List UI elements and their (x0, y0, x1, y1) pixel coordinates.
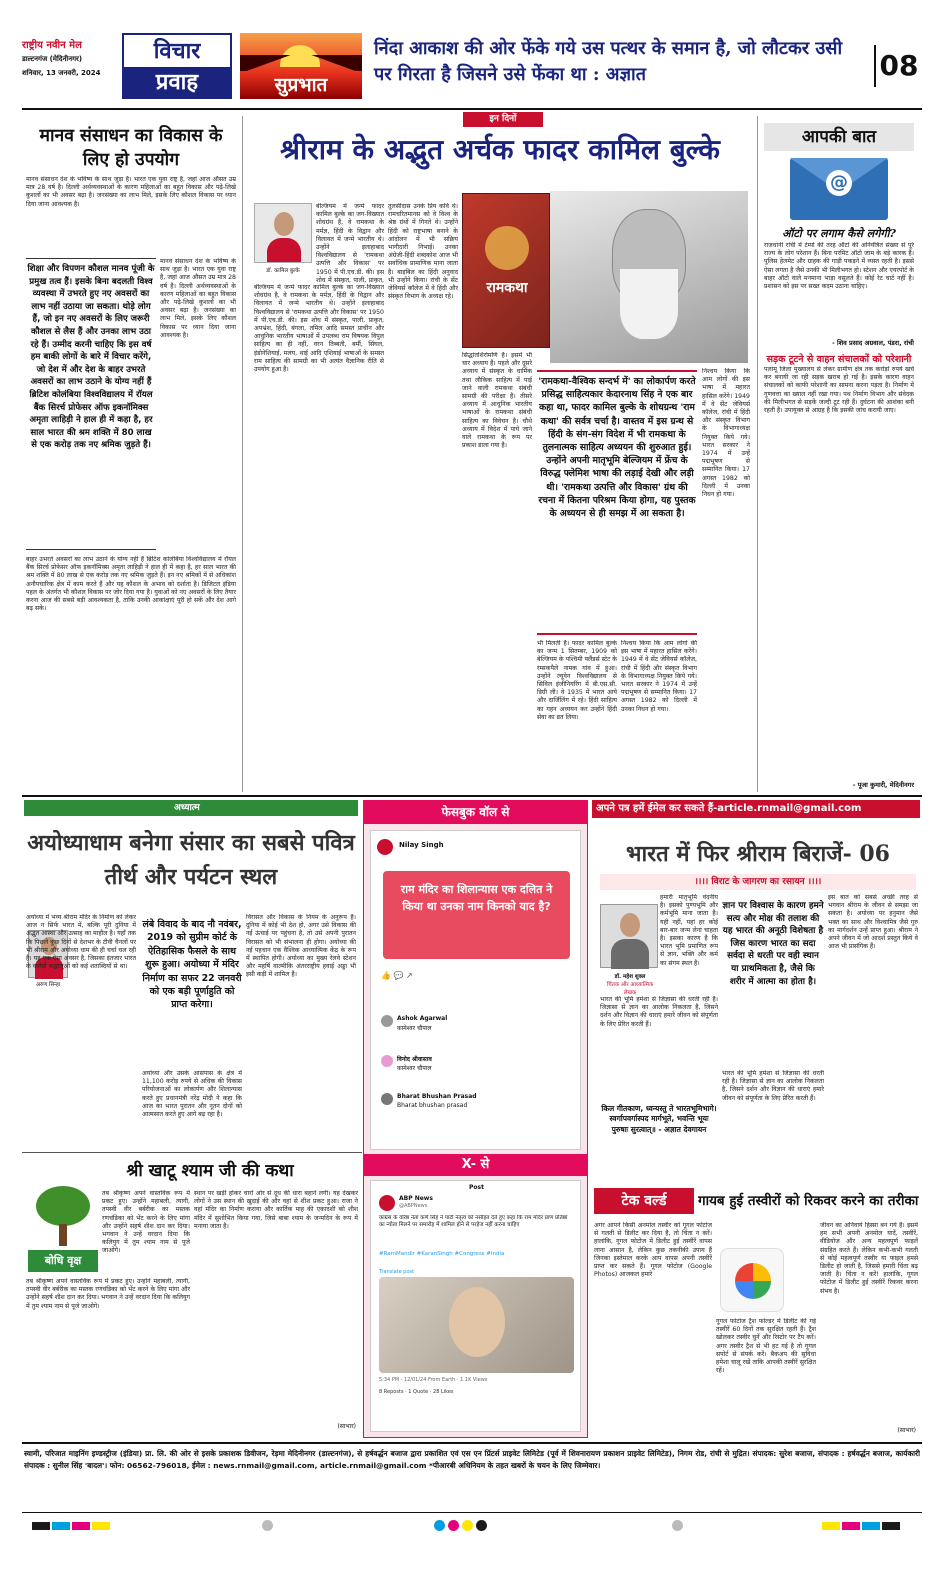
portrait-beard-icon (620, 269, 678, 339)
feature-col4: भी मिलती है। फादर कामिल बुल्के का जन्म 1 सितम्बर, 1909 को बेल्जियम के पश्चिमी फ्लैंडर्स स्टेट के रम्सकपैले नामक गांव में हुआ। उन्होंने ल्यूवेन विश्वविद्यालय से सिविल इंजीनियरिंग में बी.एस.सी. डिग्री ली। वे 1935 में भारत आये और दार्जिलिंग में रहे। हिंदी साहित्य का गहन अध्ययन कर उन्होंने हिंदी सेवा का व्रत लिया। (537, 640, 617, 721)
poster-name: Nilay Singh (399, 841, 444, 849)
letter1-body: राजधानी रांची में टेम्पो की तरह ऑटो की अनियंत्रित संख्या से पूरे राज्य के लोग परेशान हैं। बिना परमिट ऑटो जाम के बड़े कारक हैं। पुलिस हेलमेट और ग्राहक की गाड़ी पकड़ने में व्यस्त रहती है। इससे ऐसा लगता है जैसे उनकी भी मिलीभगत हो। स्टेशन और एयरपोर्ट के बाहर ऑटो वाले मनमाना भाड़ा वसूलते हैं। कोई रेट चार्ट नहीं है। प्रशासन को इस पर सख्त कदम उठाना चाहिए। (764, 242, 914, 291)
bharat-col1: हमारी मातृभूमि वंदनीय है। इसको पुण्यभूमि और कर्मभूमि माना जाता है। यही नहीं, यहां हर कोई बार-बार जन्म लेना चाहता है। इसका कारण है कि भारत भूमि प्रमाणित रूप से ज्ञान, भक्ति और कर्म का संगम स्थल है। (660, 894, 718, 967)
abp-logo-icon (379, 1195, 395, 1211)
bharat-col3: इस बात को सबसे अच्छी तरह से भगवान श्रीराम के जीवन से समझा जा सकता है। अयोध्या पर हनुमान जैसे भक्त का साथ और विश्वामित्र जैसे गुरु का मार्गदर्शन उन्हें प्राप्त हुआ। श्रीराम ने अपने जीवन में जो आदर्श प्रस्तुत किये वे आज भी प्रासंगिक हैं। (828, 894, 918, 951)
feature-tag: इन दिनों (463, 112, 543, 127)
x-post-label: Post (469, 1184, 484, 1191)
bharat-subtitle: ।।।। विराट के जागरण का रसायन ।।।। (600, 874, 916, 890)
poster-avatar (377, 839, 393, 855)
date: शनिवार, 13 जनवरी, 2024 (22, 69, 101, 77)
comment-1-name: Ashok Agarwal (397, 1015, 448, 1022)
adhyatm-col3: विरासत और विकास के नियम के अनुरूप है। दुनिया में कोई भी देश हो, अगर उसे विकास की नई ऊंचाई पर पहुंचना है, तो उसे अपनी पुरातन विरासत को भी संभालना ही होगा। अयोध्या की नई पहचान एक वैश्विक आध्यात्मिक केंद्र के रूप में स्थापित होगी। अयोध्या का मुख्य रेलवे स्टेशन और महर्षि वाल्मीकि अंतरराष्ट्रीय हवाई अड्डा भी इसी कड़ी में शामिल है। (246, 914, 356, 979)
bharat-verse: किल गीतकाण, ध्वन्यस्तु ते भारतभूमिभागे। स्वर्गापवर्गास्पद मार्गभूते, भवन्ति भूयः पुरुषाः सुरत्वात्॥ - अज्ञात देवगायन (601, 1104, 717, 1134)
feature-col5: निश्चय किया कि आम लोगों की इस भाषा में महारत हासिल करेंगे। 1949 में वे सेंट जेवियर्स कॉलेज, रांची में हिंदी और संस्कृत विभाग के विभागाध्यक्ष नियुक्त किये गये। भारत सरकार ने 1974 में उन्हें पद्मभूषण से सम्मानित किया। 17 अगस्त 1982 को दिल्ली में उनका निधन हो गया। (702, 368, 750, 499)
comment-2-name: विनोद श्रीवास्तव (397, 1056, 432, 1063)
adhyatm-author-caption: अरुण सिन्हा (35, 982, 61, 988)
print-registration-strip (22, 1518, 922, 1534)
x-account: ABP News (399, 1195, 433, 1202)
x-translate-link[interactable]: Translate post (379, 1269, 415, 1275)
commenter-avatar (381, 1093, 393, 1105)
x-header: X- से (363, 1154, 588, 1176)
adhyatm-col1: अयोध्या में भव्य श्रीराम मंदिर के निर्माण को लेकर आज न सिर्फ भारत में, बल्कि पूरी दुनिया में अद्भुत आस्था और उत्साह का माहौल है। यहाँ तक कि पिछले कुछ दिनों से देशभर के टीवी चैनलों पर भी श्रीराम और अयोध्या धाम की ही चर्चा चल रही है। यह एक ऐसा अवसर है, जिसका इंतजार भारत के करोड़ों श्रद्धालुओं को कई शताब्दियों से था। (26, 914, 136, 971)
bharat-col2: भारत की भूमि हमेशा से जिज्ञासा की धरती रही है। जिज्ञासा से ज्ञान का आलोक निकलता है, जिसने दर्शन और विज्ञान की धाराएं हमारे जीवन को संपूर्णता के लिए प्रेरित करती हैं। (600, 996, 718, 1028)
comment-3-name: Bharat Bhushan Prasad (397, 1093, 477, 1100)
tech-col2: गूगल फोटोज ट्रैश फोल्डर में डिलीट की गई तस्वीरें 60 दिनों तक सुरक्षित रहती हैं। ट्रैश खोलकर तस्वीर चुनें और रिस्टोर पर टैप करें। अगर तस्वीर ट्रैश से भी हट गई है तो गूगल सपोर्ट से संपर्क करें। बैकअप की सुविधा हमेशा चालू रखें ताकि आपकी तस्वीरें सुरक्षित रहें। (716, 1318, 816, 1375)
masthead-rule (22, 108, 922, 110)
x-post-card (370, 1180, 581, 1432)
x-meta: 5:34 PM · 12/01/24 From Earth · 1.1K Views (379, 1377, 488, 1383)
bharat-title: भारत में फिर श्रीराम बिराजें- 06 (626, 841, 890, 867)
feature-col1: बेल्जियम में जन्मे फादर कामिल बुल्के का जग-विख्यात शोधग्रंथ है, वे रामकथा के मर्मज्ञ, हिंदी के विद्वान और विलायत में जन्मे भारतीय थे। उन्होंने इलाहाबाद विश्वविद्यालय से 'रामकथा उत्पत्ति और विकास' पर 1950 में पी.एच.डी. की। इस शोध में संस्कृत, पाली, प्राकृत, अपभ्रंश, हिंदी, बंगला, तमिल आदि समस्त प्राचीन और आधुनिक भारतीय भाषाओं में उपलब्ध राम विषयक विपुल साहित्य का ही नहीं, वरन तिब्बती, बर्मी, सिंघल, इंडोनेशियाई, मलय, थाई आदि एशियाई भाषाओं के समस्त राम साहित्य की सामग्री का भी अत्यंत वैज्ञानिक रीति से उपयोग हुआ है। (254, 284, 384, 374)
commenter-avatar (381, 1055, 393, 1067)
masthead (22, 33, 922, 103)
tech-source: (साभार) (897, 1427, 916, 1434)
mountain-icon (240, 55, 362, 71)
adhyatm-title: अयोध्याधाम बनेगा संसार का सबसे पवित्र तीर्थ और पर्यटन स्थल (27, 830, 355, 890)
tech-col1: अगर आपने किसी अनमोल तस्वीर को गूगल फोटोज से गलती से डिलीट कर दिया है, तो चिंता न करें। हालांकि, गूगल फोटोज में डिलीट हुई तस्वीरें वापस लाना आसान है, लेकिन कुछ तकनीकी उपाय हैं जिनका इस्तेमाल करके आप वापस अपनी तस्वीरें प्राप्त कर सकते हैं। गूगल फोटोज (Google Photos) आजकल हमारे (594, 1222, 712, 1279)
suprabhat-banner (240, 33, 362, 99)
khatu-title: श्री खाटू श्याम जी की कथा (126, 1161, 294, 1181)
section-vichar: विचार (122, 33, 232, 67)
bharat-author-role: चिंतक और आध्यात्मिक लेखक (606, 982, 654, 996)
khatu-source: (साभार) (337, 1423, 356, 1430)
bharat-pull-quote: ज्ञान पर विश्वास के कारण हमने सत्य और मोक्ष की तलाश की यह भारत की अनूठी विशेषता है जिस कारण भारत का सदा सर्वदा से धरती पर वही स्थान या प्राथमिकता है, जैसे कि शरीर में आत्मा का होता है। (722, 901, 824, 987)
adhyatm-pull-quote: लंबे विवाद के बाद नौ नवंबर, 2019 को सुप्रीम कोर्ट के ऐतिहासिक फैसले के साथ शुरू हुआ। अयोध्या में मंदिर निर्माण का सफर 22 जनवरी को एक बड़ी पूर्णाहुति को प्राप्त करेगा। (142, 919, 242, 1011)
aapki-baat-header: आपकी बात (764, 123, 914, 151)
paper-name: राष्ट्रीय नवीन मेल (22, 40, 82, 51)
khatu-col2: स्थान पर खड़ी होकर चारों ओर से दूध की धारा बहाने लगी। यह देखकर लोगों ने उस स्थान की खुदाई की और वहां से शीश प्रकट हुआ। राजा ने वहां मंदिर का निर्माण कराया और कार्तिक माह की एकादशी को शीश मंदिर में सुशोभित किया गया, जिसे बाबा श्याम के जन्मदिन के रूप में मनाया जाता है। (194, 1190, 358, 1230)
karan-singh-photo (379, 1277, 574, 1373)
ramkatha-book-image (462, 193, 550, 348)
editorial-body-side: मानव संसाधन देश के भविष्य के साथ जुड़ा है। भारत एक युवा राष्ट्र है, जहां आज औसत उम्र मात्र 28 वर्ष है। दिल्ली अर्थव्यवस्थाओं के कारण महिलाओं का बहुत विकास और पढ़े-लिखे कुशलों का भी अवसर बढ़ा है। जनसंख्या का लाभ मिले, इसके लिए कौशल विकास पर ध्यान दिया जाना आवश्यक है। (160, 258, 236, 339)
section-pravah: प्रवाह (122, 67, 232, 99)
editorial-highlight: शिक्षा और विपणन कौशल मानव पूंजी के प्रमुख तत्व हैं। इसके बिना बदलती विश्व व्यवस्था में उभरते हुए नए अवसरों का लाभ नहीं उठाया जा सकता। थोड़े लोग हैं, जो इन नए अवसरों के लिए जरूरी कौशल से लैस हैं और उनका लाभ उठा रहे हैं। उम्मीद करनी चाहिए कि इस वर्ष हम बाकी लोगों के बारे में विचार करेंगे, जो देश में और देश के बाहर उभरते अवसरों का लाभ उठाने के योग्य नहीं हैं ब्रिटिश कोलंबिया विश्वविद्यालय में रॉयल बैंक सिरर्च प्रोफेसर ऑफ इकनॉमिक्स अमृता लाहिड़ी ने हाल ही में कहा है, हर साल भारत की श्रम शक्ति में 80 लाख से एक करोड़ तक नए श्रमिक जुड़ते हैं। (26, 258, 156, 550)
khatu-col1-bottom: तब श्रीकृष्ण अपने वास्तविक रूप में प्रकट हुए। उन्होंने महाबली, त्यागी, तपस्वी वीर बर्बरीक का मस्तक रणचंडिका को भेंट करने के लिए मांगा और उन्होंने सहर्ष शीश दान कर दिया। भगवान ने उन्हें वरदान दिया कि कलियुग में तुम श्याम नाम से पूजे जाओगे। (26, 1278, 190, 1310)
feature-col4b: निश्चय किया कि आम लोगों की इस भाषा में महारत हासिल करेंगे। 1949 में वे सेंट जेवियर्स कॉलेज, रांची में हिंदी और संस्कृत विभाग के विभागाध्यक्ष नियुक्त किये गये। भारत सरकार ने 1974 में उन्हें पद्मभूषण से सम्मानित किया। 17 अगस्त 1982 को दिल्ली में उनका निधन हो गया। (621, 640, 697, 713)
khatu-col1: तब श्रीकृष्ण अपने वास्तविक रूप में प्रकट हुए। उन्होंने महाबली, त्यागी, तपस्वी वीर बर्बरीक का मस्तक रणचंडिका को भेंट करने के लिए मांगा और उन्होंने सहर्ष शीश दान कर दिया। भगवान ने उन्हें वरदान दिया कि कलियुग में तुम श्याम नाम से पूजे जाओगे। (102, 1190, 190, 1255)
letter2-title: सड़क टूटने से वाहन संचालकों को परेशानी (766, 354, 912, 365)
comment-1-text: कामेश्वर चौपाल (397, 1025, 432, 1032)
google-photos-icon (720, 1248, 784, 1312)
editorial-title: मानव संसाधन का विकास के लिए हो उपयोग (39, 126, 223, 170)
book-title: रामकथा (486, 280, 528, 296)
email-bar-text: अपने पत्र हमें ईमेल कर सकते हैं-article.rnmail@gmail.com (596, 803, 862, 814)
adhyatm-label: अध्यात्म (174, 803, 200, 813)
x-post-text: कांग्रेस के वरिष्ठ नेता कर्ण सिंह ने पार्टी नेतृत्व को नसीहत देते हुए कहा कि राम मंदिर प्राण प्रतिष्ठा का न्योता मिलने पर समारोह में शामिल होने से परहेज नहीं करना चाहिए (379, 1215, 568, 1229)
bodhi-vriksh-label: बोधि वृक्ष (28, 1250, 98, 1272)
author-photo (254, 203, 312, 263)
kamil-bulke-portrait (550, 191, 748, 363)
post-text: राम मंदिर का शिलान्यास एक दलित ने किया था उनका नाम किनको याद है? (383, 871, 570, 959)
feature-col2: तुलसीदास उनके प्रिय कवि थे। रामचरितमानस को वे विश्व के श्रेष्ठ ग्रंथों में गिनते थे। उन्होंने हिंदी को राष्ट्रभाषा बनाने के आंदोलन में भी सक्रिय भागीदारी निभाई। उनका अंग्रेजी-हिंदी शब्दकोश आज भी सर्वाधिक प्रामाणिक माना जाता है। बाइबिल का हिंदी अनुवाद भी उन्होंने किया। रांची के सेंट जेवियर्स कॉलेज में वे हिंदी और संस्कृत विभाग के अध्यक्ष रहे। (388, 203, 458, 301)
lotus-icon (485, 226, 529, 270)
commenter-avatar (381, 1015, 393, 1027)
masthead-quote: निंदा आकाश की ओर फेंके गये उस पत्थर के समान है, जो लौटकर उसी पर गिरता है जिसने उसे फेंका था : अज्ञात (374, 38, 843, 85)
edition: डाल्टनगंज (मेदिनीनगर) (22, 55, 83, 63)
tech-world-label: टेक वर्ल्ड (594, 1188, 694, 1214)
letter2-author: - पूजा कुमारी, मेदिनीनगर (852, 781, 914, 789)
facebook-wall-header: फेसबुक वॉल से (363, 800, 588, 824)
bharat-author-caption: डॉ. महेश शुक्ल (614, 974, 646, 980)
author-head-icon (274, 212, 294, 236)
adhyatm-col2: अयोध्या और उसके आसपास के क्षेत्र में 11,100 करोड़ रुपये से अधिक की विकास परियोजनाओं का लोकार्पण और शिलान्यास करते हुए प्रधानमंत्री नरेंद्र मोदी ने कहा कि आज का भारत पुरातन और नूतन दोनों को आत्मसात करते हुए आगे बढ़ रहा है। (142, 1070, 242, 1119)
tech-col3: जीवन का अनिवार्य हिस्सा बन गये हैं। इसमें हम सभी अपनी अनमोल यादें, तस्वीरें, वीडियोज और अन्य महत्वपूर्ण फाइलें संग्रहित करते हैं। लेकिन कभी-कभी गलती से कोई महत्वपूर्ण तस्वीर या फाइल हमसे डिलीट हो जाती है, जिससे हमारी चिंता बढ़ जाती है। चिंता न करें! हालांकि, गूगल फोटोज में डिलीट हुई तस्वीरें रिकवर करना संभव है। (820, 1222, 918, 1295)
bodhi-tree-icon (30, 1186, 96, 1246)
tech-world-title: गायब हुई तस्वीरों को रिकवर करने का तरीका (698, 1193, 919, 1209)
suprabhat-label: सुप्रभात (274, 74, 328, 96)
editorial-body-1: मानव संसाधन देश के भविष्य के साथ जुड़ा है। भारत एक युवा राष्ट्र है, जहां आज औसत उम्र मात्र 28 वर्ष है। दिल्ली अर्थव्यवस्थाओं के कारण महिलाओं का बहुत विकास और पढ़े-लिखे कुशलों का भी अवसर बढ़ा है। जनसंख्या का लाभ मिले, इसके लिए कौशल विकास पर ध्यान दिया जाना आवश्यक है। (26, 176, 236, 208)
page-number: 08 (874, 45, 922, 87)
bharat-author-photo (600, 904, 658, 968)
x-hashtags: #RamMandir #KaranSingh #Congress #India (379, 1251, 505, 1257)
x-handle: @ABPNews (399, 1203, 428, 1209)
comment-2-text: कामेश्वर चौपाल (397, 1065, 432, 1072)
author-caption: डॉ. कामिल बुल्के (266, 268, 300, 274)
feature-col3: सिद्धांतशिरोमणि है। इसमें भी चार अध्याय हैं। पहले और दूसरे अध्याय में संस्कृत के धार्मिक तथा लौकिक साहित्य में पाई जाने वाली रामकथा संबंधी सामग्री की परीक्षा है। तीसरे अध्याय में आधुनिक भारतीय भाषाओं के रामकथा संबंधी साहित्य का विवेचन है। चौथे अध्याय में विदेश में पाये जाने वाले रामकथा के रूप पर प्रकाश डाला गया है। (462, 352, 532, 450)
feature-col1-top: बेल्जियम में जन्मे फादर कामिल बुल्के का जग-विख्यात शोधग्रंथ है, वे रामकथा के मर्मज्ञ, हिंदी के विद्वान और विलायत में जन्मे भारतीय थे। उन्होंने इलाहाबाद विश्वविद्यालय से 'रामकथा उत्पत्ति और विकास' पर 1950 में पी.एच.डी. की। इस शोध में संस्कृत, पाली, प्राकृत, (316, 203, 384, 283)
feature-pull-quote: 'रामकथा-वैश्विक सन्दर्भ में' का लोकार्पण करते प्रसिद्ध साहित्यकार केदारनाथ सिंह ने एक बार कहा था, फादर कामिल बुल्के के शोधग्रन्थ 'राम कथा' की सर्वत्र चर्चा है। वास्तव में इस ग्रन्थ से हिंदी के संग-संग विदेश में भी रामकथा के तुलनात्मक साहित्य अध्ययन की शुरुआत हुई। उन्होंने अपनी मातृभूमि बेल्जियम में फ्रेंच के विरुद्ध फ्लेमिश भाषा की लड़ाई देखी और लड़ी थी। 'रामकथा उत्पत्ति और विकास' ग्रंथ की रचना में कितना परिश्रम किया होगा, यह पुस्तक के अध्ययन से ही समझ में आ सकता है। (537, 370, 697, 635)
at-sign-icon: @ (826, 170, 852, 196)
bharat-col2b: भारत की भूमि हमेशा से जिज्ञासा की धरती रही है। जिज्ञासा से ज्ञान का आलोक निकलता है, जिसने दर्शन और विज्ञान की धाराएं हमारे जीवन को संपूर्णता के लिए प्रेरित करती हैं। (722, 1070, 824, 1102)
letter1-author: - शिव प्रसाद अग्रवाल, पंडरा, रांची (832, 339, 914, 347)
email-bar (592, 800, 920, 818)
editorial-body-2: बाहर उभरते अवसरों का लाभ उठाने के योग्य नहीं हैं ब्रिटिश कोलंबिया विश्वविद्यालय में रॉयल बैंक सिरर्च प्रोफेसर ऑफ इकनॉमिक्स अमृता लाहिड़ी ने हाल ही में कहा है, हर साल भारत की श्रम शक्ति में 80 लाख से एक करोड़ तक नए श्रमिक जुड़ते हैं। इन नए श्रमिकों में से अधिकांश अनौपचारिक क्षेत्र में काम करते हैं और यह कौशल के अभाव को दर्शाता है। डिजिटल इंडिया पहल के अंतर्गत भी कौशल विकास पर जोर दिया गया है। युवाओं को नए अवसरों के लिए तैयार करना आज की सबसे बड़ी आवश्यकता है, ताकि उनकी आकांक्षाएं पूरी हो सकें और देश आगे बढ़ सके। (26, 556, 236, 613)
footer-imprint: स्वामी, परिजात माइनिंग इण्डस्ट्रीज (इंडिया) प्रा. लि. की ओर से इसके प्रकाशक डिवीजन, रेड़मा मेदिनीनगर (डाल्टनगंज), से हर्षवर्द्धन बजाज द्वारा प्रकाशित एवं एस एन प्रिंटर्स प्राइवेट लिमिटेड (पूर्व में शिवनारायण प्रकाशन प्राइवेट लिमिटेड), निगम रोड, रांची से मुद्रित। संपादक: सुरेश बजाज, संपादक : हर्षवर्द्धन बजाज, कार्यकारी संपादक : सुनील सिंह 'बादल'। फोन: 06562-796018, ईमेल : news.rnmail@gmail.com, article.rnmail@gmail.com *पीआरबी अधिनियम के तहत खबरों के चयन के लिए जिम्मेवार। (24, 1449, 920, 1470)
facebook-post-card (370, 830, 581, 1150)
comment-3-text: Bharat bhushan prasad (397, 1102, 468, 1109)
adhyatm-label-bar (24, 800, 358, 816)
like-icon: 👍 💬 ↗ (381, 971, 413, 980)
feature-title: श्रीराम के अद्भुत अर्चक फादर कामिल बुल्के (280, 133, 720, 166)
email-envelope-icon (790, 158, 888, 220)
x-stats: 8 Reposts · 1 Quote · 28 Likes (379, 1389, 454, 1395)
letter1-title: ऑटो पर लगाम कैसे लगेगी? (782, 227, 896, 240)
letter2-body: पलामू जिला मुख्यालय से लेकर ग्रामीण क्षेत्र तक करोड़ों रुपये खर्च कर बनायी जा रही सड़क खराब हो गई है। इसके कारण वाहन संचालकों को काफी परेशानी का सामना करना पड़ता है। निर्माण में गुणवत्ता का ख्याल नहीं रखा गया। पथ निर्माण विभाग और संवेदक की मिलीभगत से सड़कें जल्दी टूट रही हैं। दुर्घटना की आशंका बनी रहती है। उपायुक्त से आग्रह है कि इसकी जांच करायी जाए। (764, 366, 914, 415)
